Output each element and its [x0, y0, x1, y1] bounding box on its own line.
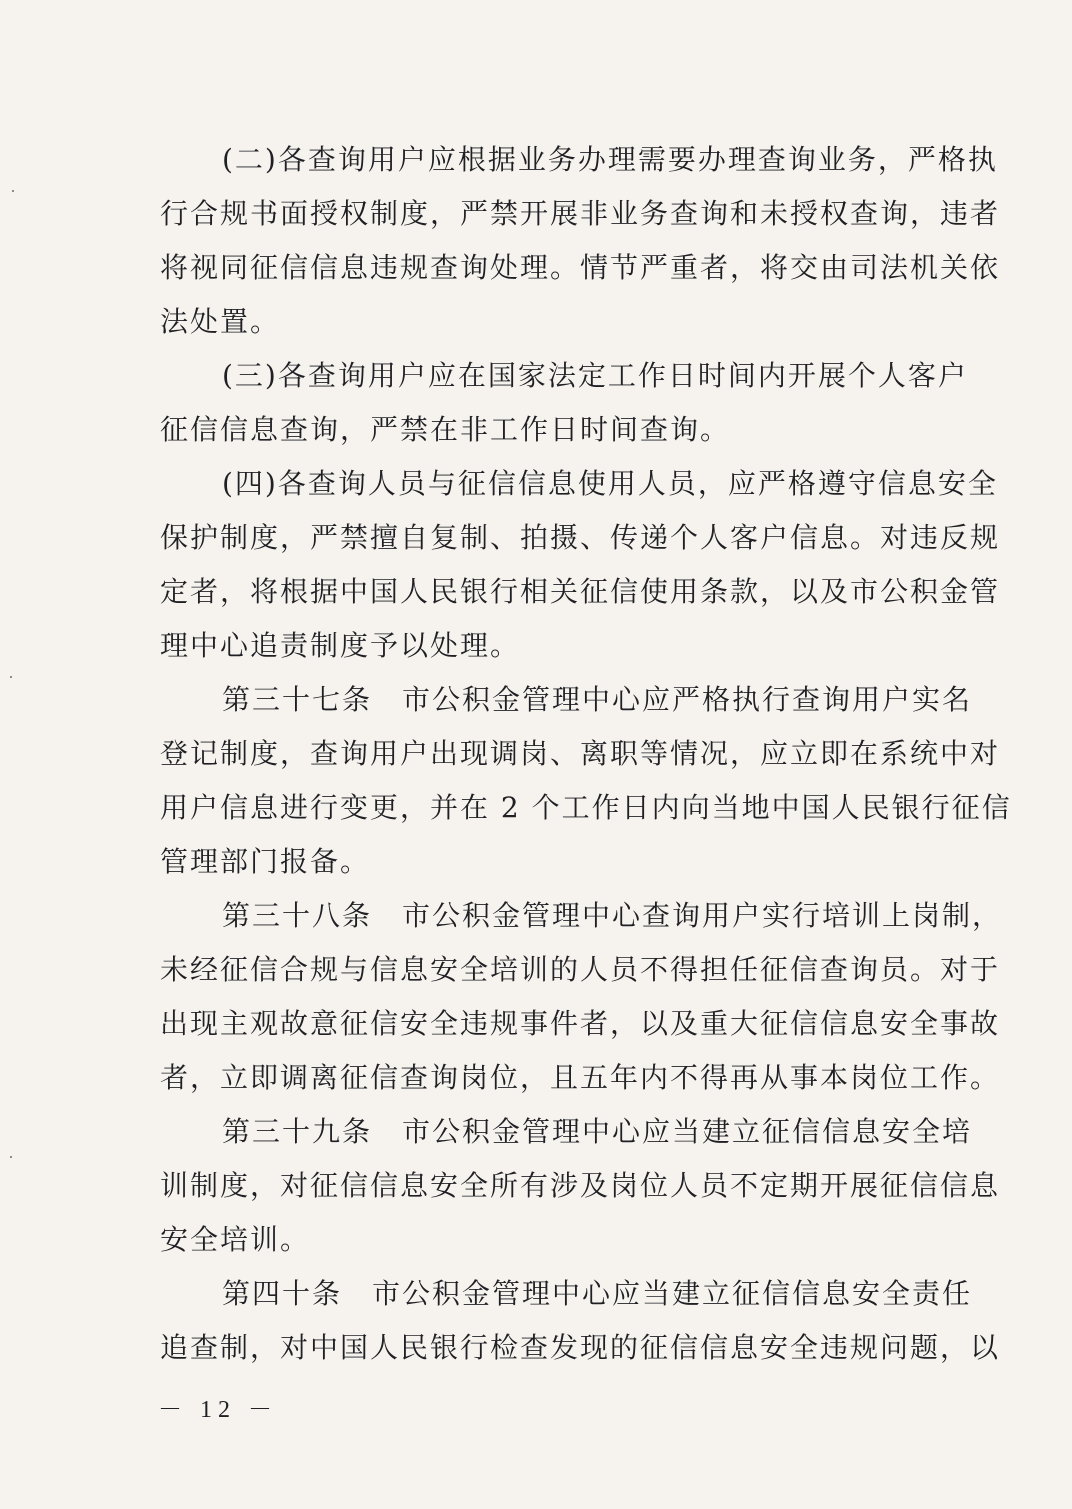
paragraph-2-line-3: [160, 250, 1001, 286]
article-38-line-1: [222, 898, 1003, 934]
paragraph-2-line-1: [222, 142, 998, 178]
line-text: 追查制，对中国人民银行检查发现的征信信息安全违规问题，以: [160, 1331, 1001, 1364]
article-39-line-3: [160, 1222, 960, 1258]
line-text: 者，立即调离征信查询岗位，且五年内不得再从事本岗位工作。: [160, 1061, 1001, 1094]
article-37-line-3: [160, 790, 1012, 826]
line-text: (二)各查询用户应根据业务办理需要办理查询业务，严格执: [222, 143, 998, 176]
article-40-line-1: [222, 1276, 973, 1312]
article-38-line-3: [160, 1006, 1001, 1042]
article-37-line-1: [222, 682, 973, 718]
line-text: (四)各查询人员与征信信息使用人员，应严格遵守信息安全: [222, 467, 998, 500]
article-40-heading: 第四十条: [222, 1277, 343, 1310]
article-37-line-2: [160, 736, 1001, 772]
line-text: 出现主观故意征信安全违规事件者，以及重大征信信息安全事故: [160, 1007, 1001, 1040]
line-text: 法处置。: [160, 305, 281, 338]
article-39-line-1: [222, 1114, 973, 1150]
article-39-heading: 第三十九条: [222, 1115, 373, 1148]
line-text: 管理部门报备。: [160, 845, 371, 878]
line-text: 将视同征信信息违规查询处理。情节严重者，将交由司法机关依: [160, 251, 1001, 284]
article-39-line-2: [160, 1168, 1001, 1204]
paragraph-4-line-3: [160, 574, 1001, 610]
scan-speck: [10, 676, 12, 678]
line-text: 理中心追责制度予以处理。: [160, 629, 521, 662]
paragraph-4-line-1: [222, 466, 998, 502]
line-text: 未经征信合规与信息安全培训的人员不得担任征信查询员。对于: [160, 953, 1001, 986]
paragraph-2-line-2: [160, 196, 1001, 232]
article-38-line-2: [160, 952, 1001, 988]
article-37-line-4: [160, 844, 960, 880]
article-38-heading: 第三十八条: [222, 899, 373, 932]
paragraph-4-line-2: [160, 520, 1001, 556]
line-text: 行合规书面授权制度，严禁开展非业务查询和未授权查询，违者: [160, 197, 1001, 230]
line-text: (三)各查询用户应在国家法定工作日时间内开展个人客户: [222, 359, 968, 392]
scan-speck: [10, 1156, 12, 1158]
article-37-heading: 第三十七条: [222, 683, 373, 716]
paragraph-2-line-4: [160, 304, 960, 340]
line-text: 登记制度，查询用户出现调岗、离职等情况，应立即在系统中对: [160, 737, 1001, 770]
line-text: 市公积金管理中心应当建立征信信息安全责任: [372, 1277, 973, 1310]
line-text: 定者，将根据中国人民银行相关征信使用条款，以及市公积金管: [160, 575, 1001, 608]
article-40-line-2: [160, 1330, 1001, 1366]
line-text: 市公积金管理中心应当建立征信信息安全培: [402, 1115, 973, 1148]
paragraph-4-line-4: [160, 628, 960, 664]
scan-speck: [12, 190, 14, 192]
paragraph-3-line-2: [160, 412, 960, 448]
line-text: 安全培训。: [160, 1223, 311, 1256]
line-text: 征信信息查询，严禁在非工作日时间查询。: [160, 413, 731, 446]
line-text: 训制度，对征信信息安全所有涉及岗位人员不定期开展征信信息: [160, 1169, 1001, 1202]
paragraph-3-line-1: [222, 358, 968, 394]
article-38-line-4: [160, 1060, 1001, 1096]
line-text: 用户信息进行变更，并在 2 个工作日内向当地中国人民银行征信: [160, 791, 1012, 824]
page-number: － 12 －: [158, 1397, 278, 1423]
line-text: 市公积金管理中心查询用户实行培训上岗制，: [402, 899, 1003, 932]
line-text: 保护制度，严禁擅自复制、拍摄、传递个人客户信息。对违反规: [160, 521, 1001, 554]
line-text: 市公积金管理中心应严格执行查询用户实名: [402, 683, 973, 716]
